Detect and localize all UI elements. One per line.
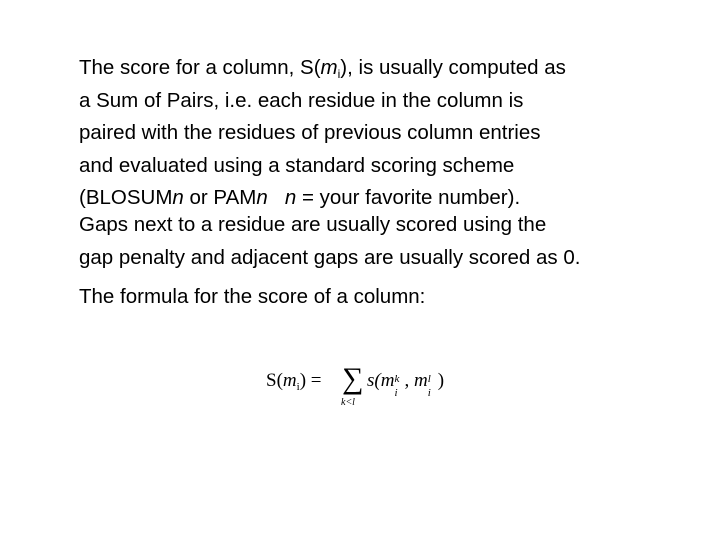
formula-m: m [282, 370, 297, 391]
formula-close: ) [437, 370, 445, 391]
paragraph-formula-intro [79, 281, 689, 314]
p1-sub-i: i [337, 67, 341, 81]
p1-line-4: and evaluated using a standard scoring scheme [79, 153, 515, 177]
formula-m2: m [413, 370, 428, 391]
formula-S: S( [266, 370, 283, 391]
p2-line-1: Gaps next to a residue are usually scored using the [79, 213, 547, 236]
formula-m2-scripts [427, 370, 438, 399]
p1-text-6: = your favorite number). [296, 186, 521, 209]
formula-sup-k: k [394, 373, 400, 385]
p1-var-m: m [320, 56, 338, 79]
p1-text-4: or PAM [183, 186, 257, 209]
formula-sub-i-1: i [394, 387, 398, 399]
p1-text-3: (BLOSUM [79, 186, 173, 209]
formula-m1-scripts [394, 370, 404, 399]
paragraph-gaps [79, 209, 689, 274]
p2-line-2: gap penalty and adjacent gaps are usually scored as 0. [79, 245, 581, 269]
sum-index: k<l [341, 397, 355, 408]
sigma-symbol: ∑ [342, 362, 364, 395]
formula-s-open: s( [367, 370, 381, 391]
p3-line-1: The formula for the score of a column: [79, 285, 426, 308]
formula-sub-i: i [296, 381, 300, 393]
p1-text-5 [268, 186, 285, 209]
formula-lhs [266, 370, 322, 392]
paragraph-sum-of-pairs [79, 52, 689, 215]
p1-var-n1: n [172, 186, 184, 209]
formula-m1: m [380, 370, 395, 391]
formula-sub-i-2: i [427, 387, 431, 399]
formula-rhs [367, 370, 445, 399]
formula-comma: , [404, 370, 410, 391]
p1-line-2: a Sum of Pairs, i.e. each residue in the column is [79, 88, 524, 112]
column-score-formula [266, 360, 456, 414]
p1-line-3: paired with the residues of previous column entries [79, 121, 541, 144]
p1-text-1: The score for a column, S( [79, 56, 321, 79]
p1-var-n3: n [284, 186, 297, 209]
formula-equals: ) = [299, 370, 322, 391]
p1-text-2: ), is usually computed as [340, 56, 566, 79]
formula-sup-l: l [427, 373, 431, 385]
p1-var-n2: n [256, 186, 268, 209]
